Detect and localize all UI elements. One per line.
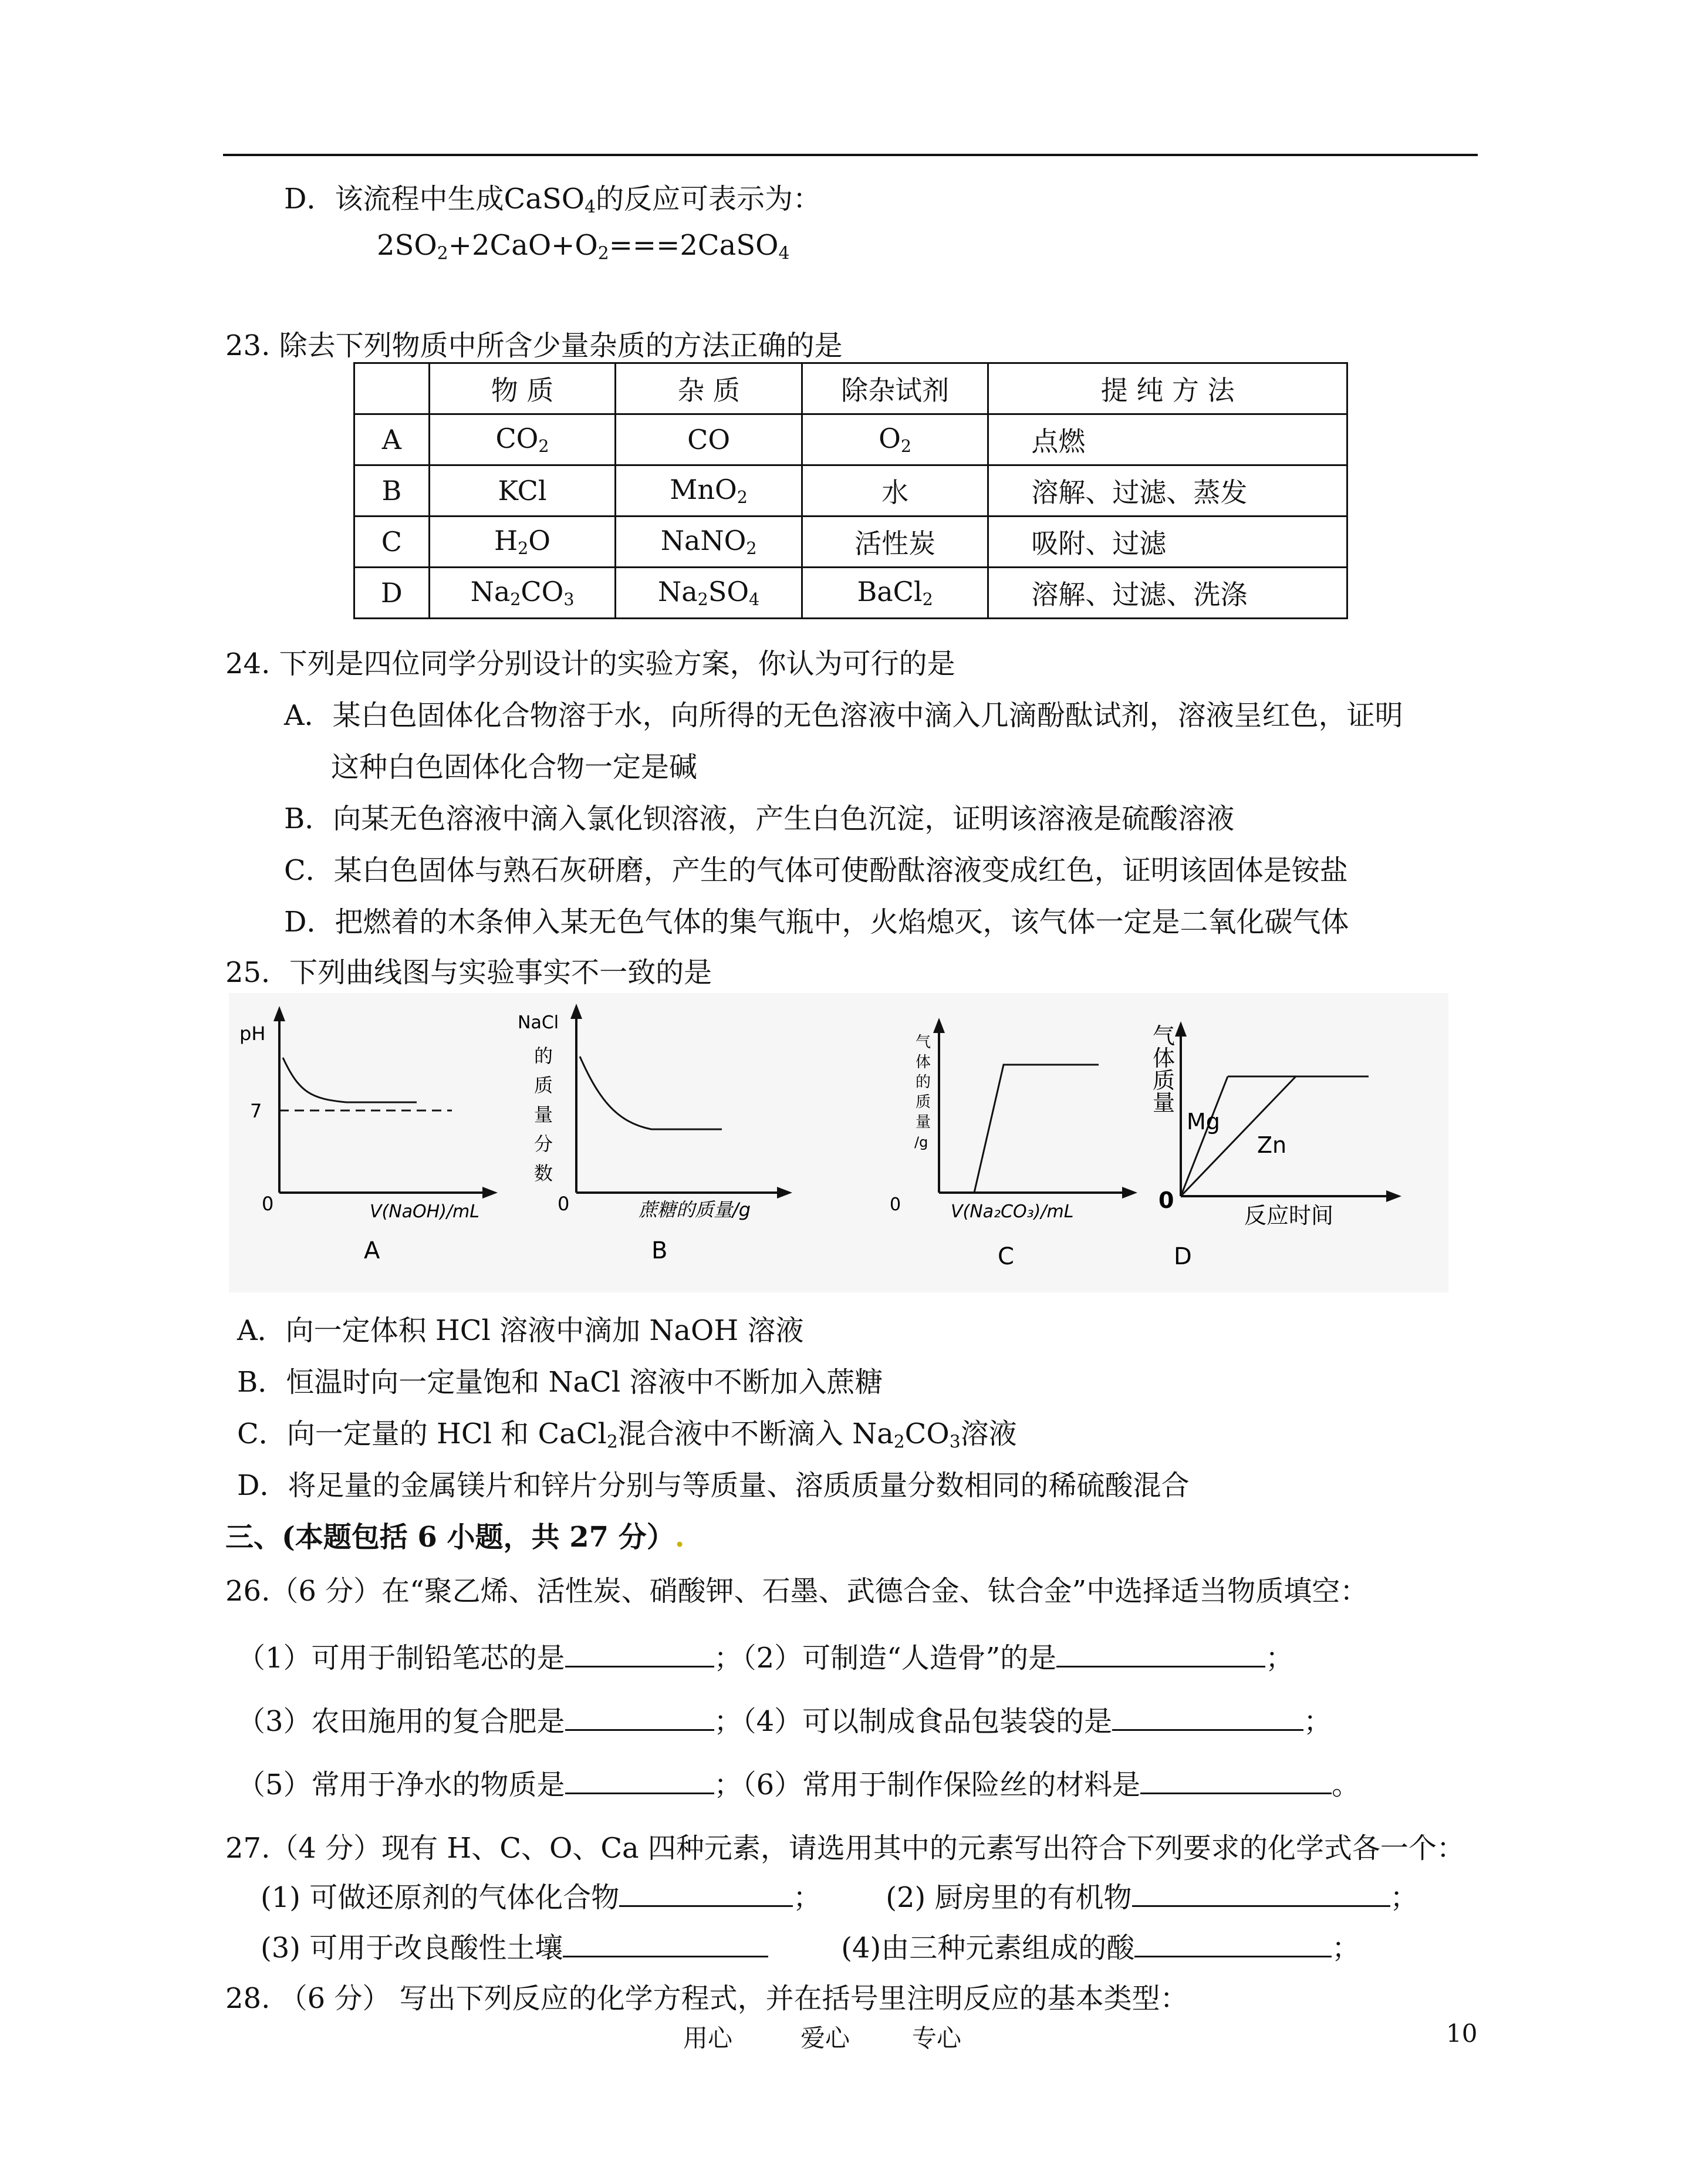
footer-motto-2: 爱心	[800, 2024, 850, 2053]
figure-d	[1127, 993, 1448, 1292]
svg-text:气: 气	[1153, 1023, 1176, 1049]
svg-text:0: 0	[890, 1194, 901, 1215]
q26-stem: 26.（6 分）在“聚乙烯、活性炭、硝酸钾、石墨、武德合金、钛合金”中选择适当物质填空：	[225, 1575, 1369, 1608]
svg-text:质: 质	[1153, 1068, 1176, 1093]
answer-blank[interactable]	[1112, 1706, 1303, 1731]
q25-option-b: B．恒温时向一定量饱和 NaCl 溶液中不断加入蔗糖	[237, 1366, 883, 1399]
q24-option-c: C．某白色固体与熟石灰研磨，产生的气体可使酚酞溶液变成红色，证明该固体是铵盐	[284, 854, 1348, 887]
svg-text:D: D	[1174, 1243, 1192, 1270]
table-header-cell: 物 质	[429, 363, 616, 414]
q23-stem: 23. 除去下列物质中所含少量杂质的方法正确的是	[225, 329, 843, 362]
q22-equation: $2SO_2+2CaO+O_2===2CaSO_4$	[377, 229, 790, 264]
svg-text:量: 量	[1153, 1090, 1176, 1116]
q24-option-b: B．向某无色溶液中滴入氯化钡溶液，产生白色沉淀，证明该溶液是硫酸溶液	[284, 802, 1235, 835]
answer-blank[interactable]	[565, 1706, 714, 1731]
answer-blank[interactable]	[1140, 1769, 1332, 1794]
svg-text:/g: /g	[914, 1134, 928, 1150]
table-header-cell	[354, 363, 430, 414]
answer-blank[interactable]	[563, 1932, 768, 1957]
footer-motto-3: 专心	[912, 2024, 962, 2053]
svg-text:量: 量	[916, 1113, 931, 1131]
svg-text:Zn: Zn	[1257, 1132, 1287, 1158]
figure-a	[229, 993, 522, 1292]
svg-text:pH: pH	[239, 1022, 266, 1045]
svg-text:C: C	[998, 1243, 1014, 1270]
table-header-cell: 提 纯 方 法	[988, 363, 1347, 414]
q26-line-2: （3）农田施用的复合肥是 ；（4）可以制成食品包装袋的是 ；	[237, 1705, 1332, 1738]
q26-line-1: （1）可用于制铅笔芯的是 ；（2）可制造“人造骨”的是 ；	[237, 1642, 1294, 1675]
q24-option-a-cont: 这种白色固体化合物一定是碱	[331, 751, 698, 784]
svg-text:体: 体	[1153, 1045, 1176, 1071]
q25-option-c: C．向一定量的 HCl 和 CaCl$_2$混合液中不断滴入 $Na_2CO_3$溶液	[237, 1417, 1017, 1453]
answer-blank[interactable]	[619, 1882, 793, 1907]
svg-text:体: 体	[916, 1054, 931, 1071]
table-row: C $H_2O$ NaNO$_2$ 活性炭 吸附、过滤	[354, 517, 1347, 568]
q28-stem: 28. （6 分） 写出下列反应的化学方程式，并在括号里注明反应的基本类型：	[225, 1982, 1188, 2015]
svg-text:V(Na₂CO₃)/mL: V(Na₂CO₃)/mL	[951, 1201, 1074, 1222]
svg-text:蔗糖的质量/g: 蔗糖的质量/g	[639, 1199, 751, 1221]
q25-option-d: D．将足量的金属镁片和锌片分别与等质量、溶质质量分数相同的稀硫酸混合	[237, 1469, 1190, 1502]
svg-text:NaCl: NaCl	[518, 1012, 559, 1033]
svg-text:质: 质	[916, 1093, 931, 1111]
q24-option-d: D．把燃着的木条伸入某无色气体的集气瓶中，火焰熄灭，该气体一定是二氧化碳气体	[284, 906, 1349, 939]
svg-text:的: 的	[534, 1045, 553, 1067]
table-header-cell: 杂 质	[616, 363, 802, 414]
svg-text:Mg: Mg	[1187, 1109, 1220, 1135]
q27-line-2: (3) 可用于改良酸性土壤 (4)由三种元素组成的酸 ；	[261, 1932, 1360, 1964]
svg-text:A: A	[364, 1237, 380, 1264]
svg-text:量: 量	[534, 1103, 553, 1126]
q26-line-3: （5）常用于净水的物质是 ；（6）常用于制作保险丝的材料是 。	[237, 1768, 1360, 1801]
table-header-cell: 除杂试剂	[802, 363, 988, 414]
svg-text:分: 分	[534, 1133, 553, 1155]
q25-figure-panel	[229, 993, 1448, 1292]
q27-stem: 27.（4 分）现有 H、C、O、Ca 四种元素，请选用其中的元素写出符合下列要求的化学式各一个：	[225, 1832, 1465, 1865]
q24-option-a: A．某白色固体化合物溶于水，向所得的无色溶液中滴入几滴酚酞试剂，溶液呈红色，证明	[284, 699, 1403, 732]
figure-b	[511, 993, 816, 1292]
svg-text:0: 0	[558, 1193, 570, 1215]
header-rule	[223, 154, 1478, 156]
table-header-row	[354, 363, 1347, 414]
table-row: A $CO_2$ CO $O_2$ 点燃	[354, 414, 1347, 465]
svg-text:0: 0	[1158, 1187, 1174, 1213]
table-row: D $Na_2CO_3$ $Na_2SO_4$ BaCl$_2$ 溶解、过滤、洗涤	[354, 568, 1347, 619]
svg-text:7: 7	[250, 1100, 262, 1122]
svg-text:反应时间: 反应时间	[1244, 1203, 1334, 1228]
footer-motto-1: 用心	[683, 2024, 733, 2053]
svg-text:0: 0	[262, 1193, 274, 1215]
svg-text:数: 数	[534, 1162, 553, 1184]
answer-blank[interactable]	[1056, 1642, 1265, 1667]
svg-text:的: 的	[916, 1074, 931, 1091]
q27-line-1: (1) 可做还原剂的气体化合物 ； (2) 厨房里的有机物 ；	[261, 1881, 1418, 1914]
answer-blank[interactable]	[1134, 1932, 1332, 1957]
q25-option-a: A．向一定体积 HCl 溶液中滴加 NaOH 溶液	[237, 1314, 804, 1347]
q24-stem: 24. 下列是四位同学分别设计的实验方案，你认为可行的是	[225, 647, 955, 680]
table-row: B KCl MnO$_2$ 水 溶解、过滤、蒸发	[354, 465, 1347, 517]
q23-table	[353, 362, 1348, 619]
svg-text:B: B	[651, 1237, 668, 1264]
page-number: 10	[1446, 2019, 1478, 2048]
section-3-title: 三、(本题包括 6 小题，共 27 分）.	[225, 1521, 685, 1554]
q25-stem: 25．下列曲线图与实验事实不一致的是	[225, 956, 712, 989]
answer-blank[interactable]	[565, 1642, 714, 1667]
svg-text:质: 质	[534, 1074, 553, 1096]
q22-option-d: D．该流程中生成CaSO$_4$的反应可表示为：	[284, 183, 822, 218]
svg-text:V(NaOH)/mL: V(NaOH)/mL	[370, 1201, 479, 1222]
answer-blank[interactable]	[565, 1769, 714, 1794]
answer-blank[interactable]	[1132, 1882, 1390, 1907]
svg-text:气: 气	[916, 1034, 931, 1051]
